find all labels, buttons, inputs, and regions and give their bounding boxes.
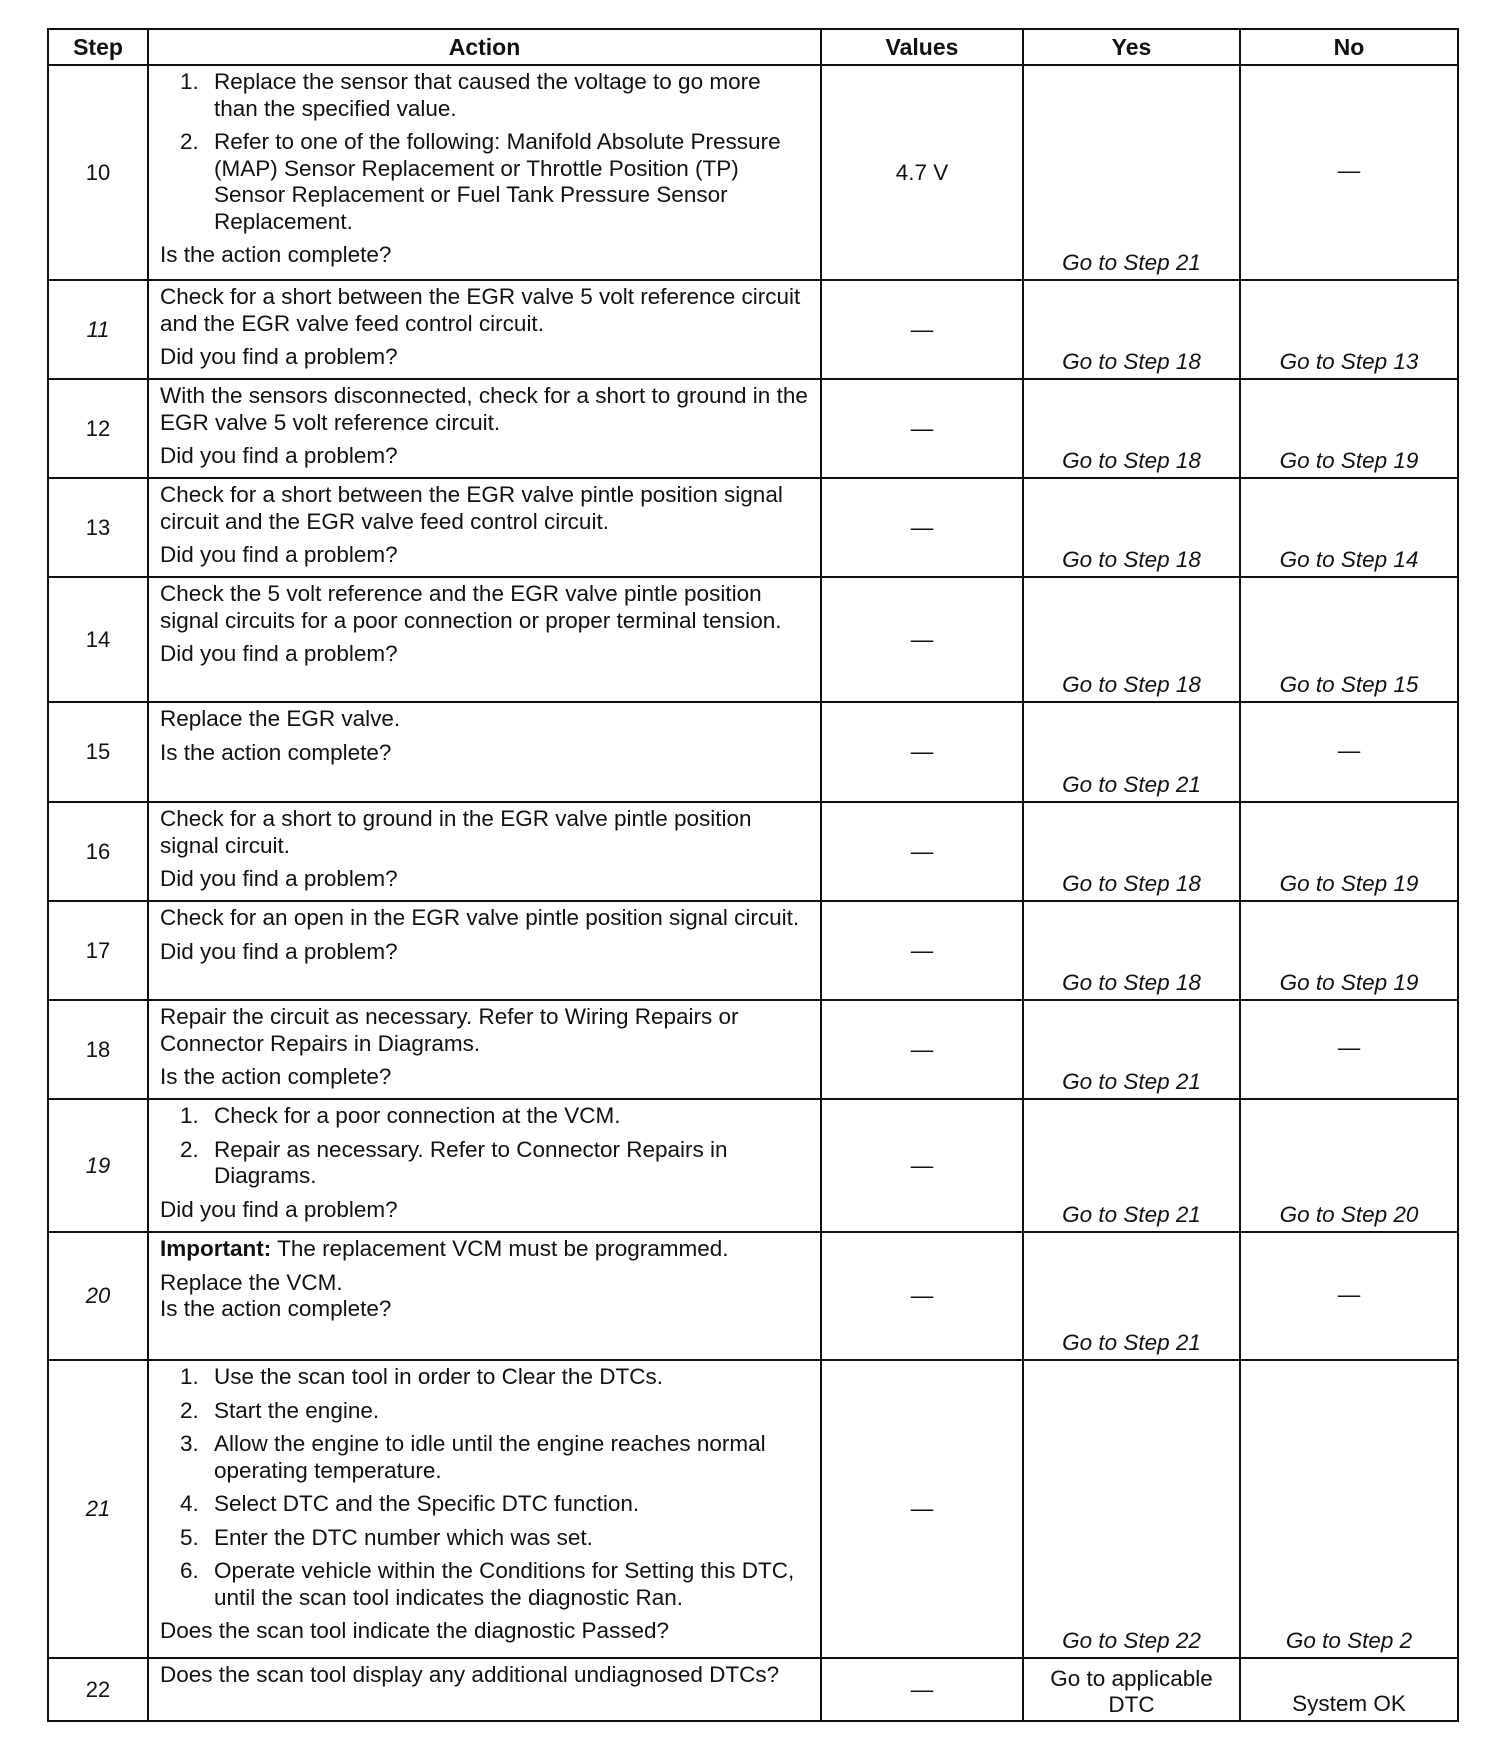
action-cell <box>148 702 821 802</box>
action-cell <box>148 577 821 702</box>
item-text: Replace the sensor that caused the voltage to go more than the specified value. <box>214 69 761 121</box>
action-cell <box>148 1099 821 1232</box>
no-cell: Go to Step 19 <box>1240 379 1458 478</box>
value-cell: — <box>821 802 1023 901</box>
action-text: Check for an open in the EGR valve pintle position signal circuit. <box>160 905 800 930</box>
table-row <box>48 379 1458 478</box>
action-cell <box>148 379 821 478</box>
yes-cell: Go to Step 18 <box>1023 478 1240 577</box>
item-text: Allow the engine to idle until the engine reaches normal operating temperature. <box>214 1431 766 1483</box>
yes-cell: Go to Step 18 <box>1023 577 1240 702</box>
action-question: Did you find a problem? <box>160 344 398 369</box>
action-text: With the sensors disconnected, check for a short to ground in the EGR valve 5 volt reference circuit. <box>160 383 808 435</box>
action-question: Is the action complete? <box>160 1064 392 1089</box>
action-question: Is the action complete? <box>160 242 392 267</box>
header-row <box>48 29 1458 65</box>
no-cell: — <box>1240 702 1458 802</box>
value-cell: — <box>821 577 1023 702</box>
no-cell: Go to Step 19 <box>1240 901 1458 1000</box>
action-text: Replace the EGR valve. <box>160 706 401 731</box>
step-number: 21 <box>48 1360 148 1658</box>
action-question: Did you find a problem? <box>160 1196 398 1222</box>
diagnostic-table <box>47 28 1459 1722</box>
step-number: 11 <box>48 280 148 379</box>
no-cell: Go to Step 13 <box>1240 280 1458 379</box>
item-text: Refer to one of the following: Manifold Absolute Pressure (MAP) Sensor Replacement or Throttle Position (TP) Sensor Replacement or Fuel Tank Pressure Sensor Replacement. <box>214 129 781 234</box>
no-cell: Go to Step 14 <box>1240 478 1458 577</box>
table-row <box>48 280 1458 379</box>
value-cell: — <box>821 1360 1023 1658</box>
table-row <box>48 577 1458 702</box>
action-question: Does the scan tool indicate the diagnostic Passed? <box>160 1618 670 1643</box>
action-text: Check for a short between the EGR valve 5 volt reference circuit and the EGR valve feed control circuit. <box>160 284 801 336</box>
no-cell: Go to Step 20 <box>1240 1099 1458 1232</box>
step-number: 12 <box>48 379 148 478</box>
no-cell: Go to Step 2 <box>1240 1360 1458 1658</box>
table-row <box>48 802 1458 901</box>
important-label: Important: <box>160 1236 272 1261</box>
list-item: 3. Allow the engine to idle until the engine reaches normal operating temperature. <box>180 1431 766 1483</box>
list-item: 6. Operate vehicle within the Conditions for Setting this DTC, until the scan tool indicates the diagnostic Ran. <box>180 1558 795 1610</box>
table-row <box>48 901 1458 1000</box>
yes-cell: Go to Step 18 <box>1023 379 1240 478</box>
step-number: 18 <box>48 1000 148 1099</box>
value-cell: 4.7 V <box>821 65 1023 280</box>
value-cell: — <box>821 1099 1023 1232</box>
list-item: 5. Enter the DTC number which was set. <box>180 1524 593 1550</box>
action-question: Did you find a problem? <box>160 542 398 567</box>
yes-cell: Go to Step 21 <box>1023 1232 1240 1360</box>
no-cell: — <box>1240 1232 1458 1360</box>
no-cell: Go to Step 15 <box>1240 577 1458 702</box>
action-text: Replace the VCM. <box>160 1269 343 1295</box>
action-text: Check for a short between the EGR valve pintle position signal circuit and the EGR valve feed control circuit. <box>160 482 783 534</box>
action-question: Did you find a problem? <box>160 866 398 891</box>
yes-cell: Go to Step 22 <box>1023 1360 1240 1658</box>
action-cell <box>148 1232 821 1360</box>
step-number: 13 <box>48 478 148 577</box>
action-question: Did you find a problem? <box>160 641 398 666</box>
table-row <box>48 65 1458 280</box>
action-question: Did you find a problem? <box>160 443 398 468</box>
step-number: 17 <box>48 901 148 1000</box>
action-cell <box>148 280 821 379</box>
item-text: Repair as necessary. Refer to Connector Repairs in Diagrams. <box>214 1136 728 1188</box>
yes-cell: Go to Step 18 <box>1023 280 1240 379</box>
table-row <box>48 1232 1458 1360</box>
yes-cell: Go to Step 21 <box>1023 1099 1240 1232</box>
step-number: 20 <box>48 1232 148 1360</box>
item-text: Use the scan tool in order to Clear the DTCs. <box>214 1364 663 1389</box>
action-text: Check the 5 volt reference and the EGR valve pintle position signal circuits for a poor connection or proper terminal tension. <box>160 581 782 633</box>
action-question: Is the action complete? <box>160 739 392 765</box>
list-item: 4. Select DTC and the Specific DTC function. <box>180 1491 640 1516</box>
header-values: Values <box>821 29 1023 65</box>
item-text: Enter the DTC number which was set. <box>214 1524 593 1550</box>
action-cell <box>148 1658 821 1721</box>
list-item: 2. Refer to one of the following: Manifold Absolute Pressure (MAP) Sensor Replacement or Throttle Position (TP) Sensor Replacement or Fuel Tank Pressure Sensor Replacement. <box>180 129 781 234</box>
value-cell: — <box>821 1232 1023 1360</box>
table-row <box>48 1099 1458 1232</box>
table-row <box>48 702 1458 802</box>
item-text: Check for a poor connection at the VCM. <box>214 1103 621 1128</box>
item-text: Select DTC and the Specific DTC function. <box>214 1491 640 1516</box>
yes-cell: Go to Step 18 <box>1023 802 1240 901</box>
item-text: Start the engine. <box>214 1397 380 1423</box>
table-row <box>48 1658 1458 1721</box>
yes-cell: Go to Step 21 <box>1023 1000 1240 1099</box>
header-action: Action <box>148 29 821 65</box>
list-item: 2. Start the engine. <box>180 1397 380 1423</box>
value-cell: — <box>821 702 1023 802</box>
list-item: 1. Check for a poor connection at the VCM. <box>180 1103 621 1128</box>
value-cell: — <box>821 1658 1023 1721</box>
no-cell: — <box>1240 1000 1458 1099</box>
header-no: No <box>1240 29 1458 65</box>
action-cell <box>148 1000 821 1099</box>
no-cell: — <box>1240 65 1458 280</box>
value-cell: — <box>821 280 1023 379</box>
value-cell: — <box>821 478 1023 577</box>
step-number: 16 <box>48 802 148 901</box>
table-row <box>48 478 1458 577</box>
action-question: Did you find a problem? <box>160 938 398 964</box>
no-cell: Go to Step 19 <box>1240 802 1458 901</box>
step-number: 14 <box>48 577 148 702</box>
action-cell <box>148 478 821 577</box>
value-cell: — <box>821 379 1023 478</box>
yes-cell: Go to applicable DTC <box>1023 1658 1240 1721</box>
value-cell: — <box>821 1000 1023 1099</box>
action-cell <box>148 901 821 1000</box>
action-text: Does the scan tool display any additional undiagnosed DTCs? <box>160 1662 780 1687</box>
list-item: 1. Replace the sensor that caused the voltage to go more than the specified value. <box>180 69 761 121</box>
value-cell: — <box>821 901 1023 1000</box>
header-yes: Yes <box>1023 29 1240 65</box>
list-item: 1. Use the scan tool in order to Clear the DTCs. <box>180 1364 663 1389</box>
yes-cell: Go to Step 21 <box>1023 702 1240 802</box>
step-number: 15 <box>48 702 148 802</box>
list-item: 2. Repair as necessary. Refer to Connector Repairs in Diagrams. <box>180 1136 728 1188</box>
table-row <box>48 1000 1458 1099</box>
header-step: Step <box>48 29 148 65</box>
important-text: The replacement VCM must be programmed. <box>271 1236 729 1261</box>
action-cell <box>148 802 821 901</box>
step-number: 22 <box>48 1658 148 1721</box>
action-question: Is the action complete? <box>160 1296 392 1321</box>
yes-cell: Go to Step 18 <box>1023 901 1240 1000</box>
no-cell: System OK <box>1240 1658 1458 1721</box>
table-row <box>48 1360 1458 1658</box>
action-cell <box>148 1360 821 1658</box>
item-text: Operate vehicle within the Conditions for Setting this DTC, until the scan tool indicates the diagnostic Ran. <box>214 1558 795 1610</box>
step-number: 19 <box>48 1099 148 1232</box>
step-number: 10 <box>48 65 148 280</box>
action-text: Repair the circuit as necessary. Refer to Wiring Repairs or Connector Repairs in Diagrams. <box>160 1004 739 1056</box>
important-note <box>160 1236 810 1263</box>
action-cell <box>148 65 821 280</box>
action-text: Check for a short to ground in the EGR valve pintle position signal circuit. <box>160 806 752 858</box>
yes-cell: Go to Step 21 <box>1023 65 1240 280</box>
